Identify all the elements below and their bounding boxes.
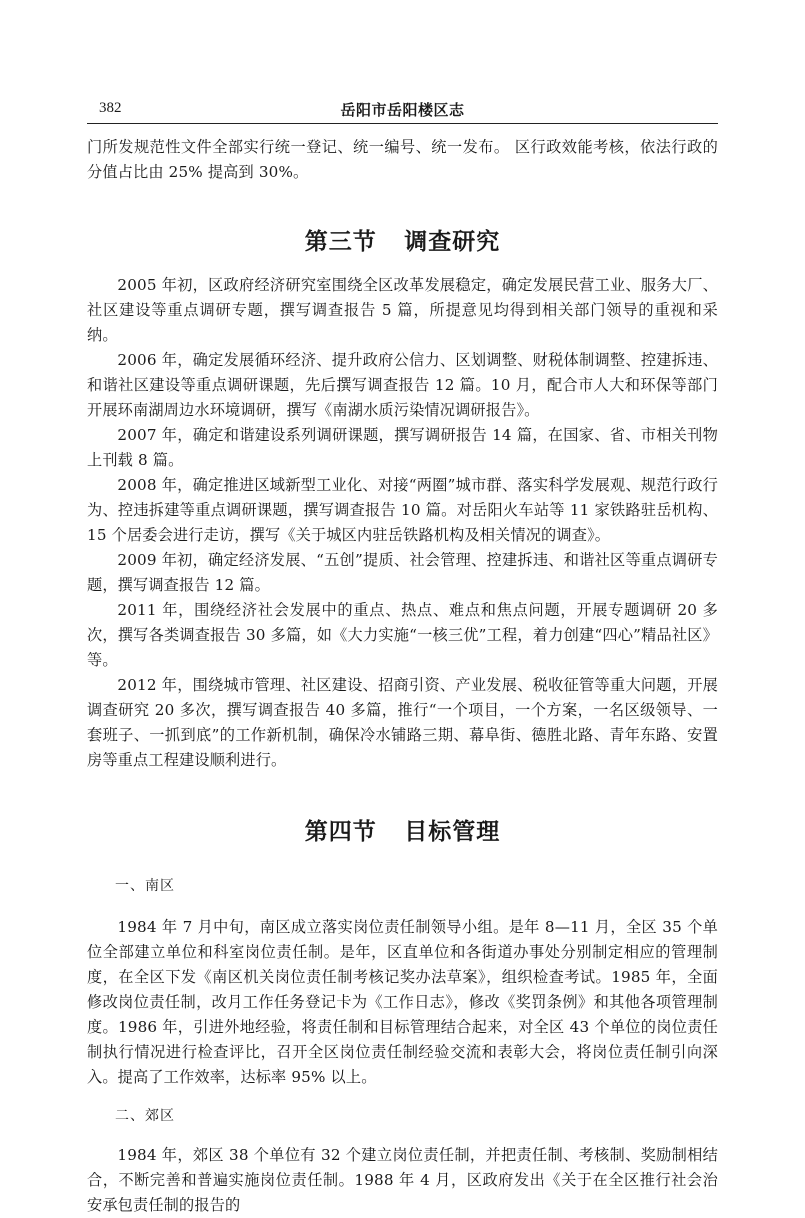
paragraph: 1984 年，郊区 38 个单位有 32 个建立岗位责任制，并把责任制、考核制、奖励制相结合，不断完善和普遍实施岗位责任制。1988 年 4 月，区政府发出《关于在全区推行社会治安承包责任制的报告的 <box>87 1146 718 1214</box>
section-number: 第四节 <box>304 819 377 845</box>
section-heading-3 <box>87 223 718 256</box>
section-title: 目标管理 <box>404 819 501 845</box>
subsection-heading: 一、南区 <box>115 878 175 894</box>
continued-paragraph: 门所发规范性文件全部实行统一登记、统一编号、统一发布。 区行政效能考核，依法行政的分值占比由 25% 提高到 30%。 <box>87 138 718 181</box>
book-title: 岳阳市岳阳楼区志 <box>340 101 465 119</box>
page-number: 382 <box>99 100 122 116</box>
paragraph: 2006 年，确定发展循环经济、提升政府公信力、区划调整、财税体制调整、控建拆违、和谐社区建设等重点调研课题，先后撰写调查报告 12 篇。10 月，配合市人大和环保等部门开展环南湖周边水环境调研，撰写《南湖水质污染情况调研报告》。 <box>87 351 718 419</box>
paragraph: 2009 年初，确定经济发展、“五创”提质、社会管理、控建拆违、和谐社区等重点调研专题，撰写调查报告 12 篇。 <box>87 551 718 594</box>
paragraph: 2012 年，围绕城市管理、社区建设、招商引资、产业发展、税收征管等重大问题，开展调查研究 20 多次，撰写调查报告 40 多篇，推行“一个项目，一个方案，一名区级领导、一套班子、一抓到底”的工作新机制，确保冷水铺路三期、幕阜街、德胜北路、青年东路、安置房等重点工程建设顺利进行。 <box>87 676 718 769</box>
section-heading-4 <box>87 813 718 846</box>
paragraph: 2011 年，围绕经济社会发展中的重点、热点、难点和焦点问题，开展专题调研 20 多次，撰写各类调查报告 30 多篇，如《大力实施“一核三优”工程，着力创建“四心”精品社区》等。 <box>87 601 718 669</box>
subsection-heading: 二、郊区 <box>115 1108 175 1124</box>
document-page <box>87 96 718 1218</box>
section-number: 第三节 <box>304 229 377 255</box>
paragraph: 2008 年，确定推进区域新型工业化、对接“两圈”城市群、落实科学发展观、规范行政行为、控违拆建等重点调研课题，撰写调查报告 10 篇。对岳阳火车站等 11 家铁路驻岳机构、15 个居委会进行走访，撰写《关于城区内驻岳铁路机构及相关情况的调查》。 <box>87 476 718 544</box>
paragraph: 2007 年，确定和谐建设系列调研课题，撰写调研报告 14 篇，在国家、省、市相关刊物上刊载 8 篇。 <box>87 426 718 469</box>
paragraph: 2005 年初，区政府经济研究室围绕全区改革发展稳定，确定发展民营工业、服务大厂、社区建设等重点调研专题，撰写调查报告 5 篇，所提意见均得到相关部门领导的重视和采纳。 <box>87 276 718 344</box>
paragraph: 1984 年 7 月中旬，南区成立落实岗位责任制领导小组。是年 8—11 月，全区 35 个单位全部建立单位和科室岗位责任制。是年，区直单位和各街道办事处分别制定相应的管理制度，在全区下发《南区机关岗位责任制考核记奖办法草案》，组织检查考试。1985 年，全面修改岗位责任制，改月工作任务登记卡为《工作日志》，修改《奖罚条例》和其他各项管理制度。1986 年，引进外地经验，将责任制和目标管理结合起来，对全区 43 个单位的岗位责任制执行情况进行检查评比，召开全区岗位责任制经验交流和表彰大会，将岗位责任制引向深入。提高了工作效率，达标率 95% 以上。 <box>87 918 718 1086</box>
running-header <box>87 96 718 124</box>
section-title: 调查研究 <box>404 229 501 255</box>
